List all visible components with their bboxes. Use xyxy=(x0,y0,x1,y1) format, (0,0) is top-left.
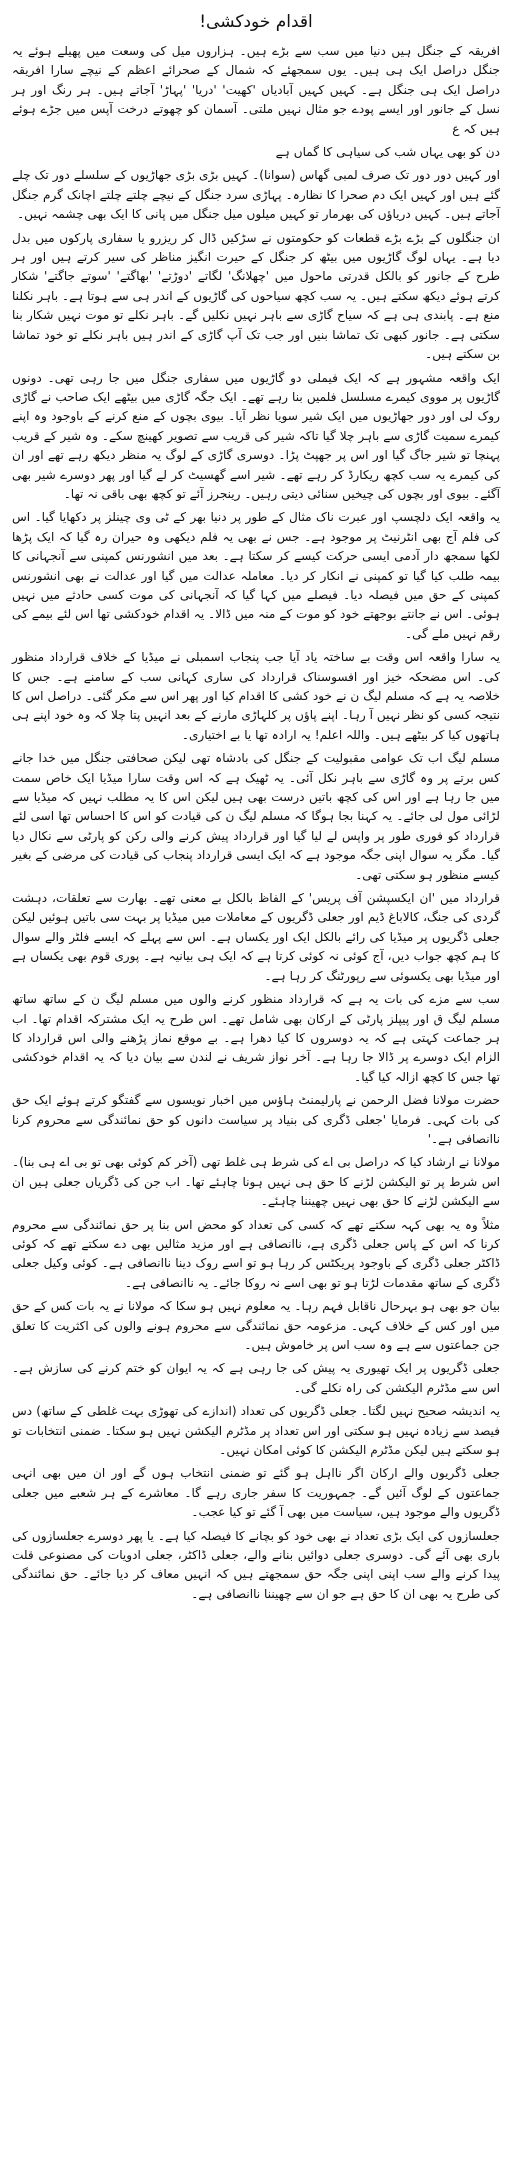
article-paragraph: دن کو بھی یہاں شب کی سیاہی کا گماں ہے xyxy=(275,145,500,160)
article-paragraph: افریقہ کے جنگل ہیں دنیا میں سب سے بڑے ہیں۔ ہزاروں میل کی وسعت میں پھیلے ہوئے یہ جنگل دراصل ایک ہی ہیں۔ یوں سمجھئے کہ شمال کے صحرائے اعظم کے نیچے سارا افریقہ دراصل ایک ہی جنگل ہے۔ کہیں کہیں آبادیاں 'کھیت' 'دریا' 'پہاڑ' آجاتے ہیں۔ ہر رنگ اور ہر نسل کے جانور اور ایسے پودے جو مثال نہیں ملتی۔ آسمان کو چھوتے درخت آپس میں جڑے ہوئے ہیں کہ ع xyxy=(12,44,500,136)
article-paragraph: جعلی ڈگریوں والے ارکان اگر نااہل ہو گئے تو ضمنی انتخاب ہوں گے اور ان میں بھی انہی جماعتوں کے لوگ آئیں گے۔ جمہوریت کا سفر جاری رہے گا۔ معاشرے کے ہر شعبے میں جعلی ڈگریوں والے موجود ہیں، سیاست میں بھی آ گئے تو کیا عجب۔ xyxy=(12,1466,500,1520)
article-paragraph: اور کہیں دور دور تک صرف لمبی گھاس (سوانا)۔ کہیں بڑی بڑی جھاڑیوں کے سلسلے دور تک چلے گئے ہیں اور کہیں ایک دم صحرا کا نظارہ۔ پہاڑی سرد جنگل کے نیچے چلتے چلتے اچانک گرم جنگل آجاتے ہیں۔ کہیں دریاؤں کی بھرمار تو کہیں میلوں میل جنگل میں پانی کا ایک بھی چشمہ نہیں۔ xyxy=(12,168,500,222)
article-paragraph: یہ واقعہ ایک دلچسپ اور عبرت ناک مثال کے طور پر دنیا بھر کے ٹی وی چینلز پر دکھایا گیا۔ اس کی فلم آج بھی انٹرنیٹ پر موجود ہے۔ جس نے بھی یہ فلم دیکھی وہ حیران رہ گیا کہ ایک پڑھا لکھا سمجھ دار آدمی ایسی حرکت کیسے کر سکتا ہے۔ بعد میں انشورنس کمپنی سے آنجہانی کا بیمہ طلب کیا گیا تو کمپنی نے انکار کر دیا۔ معاملہ عدالت میں گیا اور عدالت نے بھی انشورنس کمپنی کے حق میں فیصلہ دیا۔ فیصلے میں کہا گیا کہ آنجہانی کی موت کسی حادثے میں نہیں ہوئی۔ اس نے جانتے بوجھتے خود کو موت کے منہ میں ڈالا۔ یہ اقدام خودکشی تھا اس لئے بیمے کی رقم نہیں ملے گی۔ xyxy=(12,510,500,641)
article-paragraph: یہ اندیشہ صحیح نہیں لگتا۔ جعلی ڈگریوں کی تعداد (اندازے کی تھوڑی بہت غلطی کے ساتھ) دس فیصد سے زیادہ نہیں ہو سکتی اور اس تعداد پر مڈٹرم الیکشن نہیں ہو سکتا۔ ضمنی انتخابات تو ہو سکتے ہیں لیکن مڈٹرم الیکشن کا کوئی امکان نہیں۔ xyxy=(12,1404,500,1458)
article-paragraph: مسلم لیگ اب تک عوامی مقبولیت کے جنگل کی بادشاہ تھی لیکن صحافتی جنگل میں خدا جانے کس برتے پر وہ گاڑی سے باہر نکل آئی۔ یہ ٹھیک ہے کہ اس وقت سارا میڈیا ایک خاص سمت میں جا رہا ہے اور اس کی کچھ باتیں درست بھی ہیں لیکن اس کا یہ مطلب نہیں کہ میڈیا سے لڑائی مول لی جائے۔ یہ کہنا بجا ہوگا کہ مسلم لیگ ن کی قیادت کو اس کا احساس تھا اسی لئے قرارداد کو فوری طور پر واپس لے لیا گیا اور قرارداد پیش کرنے والی رکن کو پارٹی سے نکال دیا گیا۔ مگر یہ سوال اپنی جگہ موجود ہے کہ ایک ایسی قرارداد پنجاب کی قیادت کی مرضی کے بغیر کیسے منظور ہو سکتی تھی۔ xyxy=(12,751,500,882)
article-paragraph: مثلاً وہ یہ بھی کہہ سکتے تھے کہ کسی کی تعداد کو محض اس بنا پر حق نمائندگی سے محروم کرنا کہ اس کے پاس جعلی ڈگری ہے، ناانصافی ہے اور مزید مثالیں بھی دے سکتے تھے کہ کوئی ڈاکٹر جعلی ڈگری کے باوجود پریکٹس کر رہا ہو تو اسے روک دینا ناانصافی ہے۔ کوئی وکیل جعلی ڈگری کے ساتھ مقدمات لڑتا ہو تو بھی اسے نہ روکا جائے۔ یہ ناانصافی ہے۔ xyxy=(12,1217,500,1290)
article-paragraph: سب سے مزے کی بات یہ ہے کہ قرارداد منظور کرنے والوں میں مسلم لیگ ن کے ساتھ ساتھ مسلم لیگ ق اور پیپلز پارٹی کے ارکان بھی شامل تھے۔ اس طرح یہ ایک مشترکہ اقدام تھا۔ اب ہر جماعت کہتی ہے کہ یہ دوسروں کا کیا دھرا ہے۔ بے موقع نماز پڑھنے والی اس قرارداد کا الزام ایک دوسرے پر ڈالا جا رہا ہے۔ آخر نواز شریف نے لندن سے بیان دیا کہ یہ اقدام خودکشی تھا جس کا کچھ ازالہ کیا گیا۔ xyxy=(12,992,501,1084)
article-paragraph: بیان جو بھی ہو بہرحال ناقابل فہم رہا۔ یہ معلوم نہیں ہو سکا کہ مولانا نے یہ بات کس کے حق میں اور کس کے خلاف کہی۔ مزعومہ حق نمائندگی سے محروم ہونے والوں کی اکثریت کا تعلق جن جماعتوں سے ہے وہ سب اس پر خاموش ہیں۔ xyxy=(12,1299,500,1352)
article-paragraph: یہ سارا واقعہ اس وقت بے ساختہ یاد آیا جب پنجاب اسمبلی نے میڈیا کے خلاف قرارداد منظور کی۔ اس مضحکہ خیز اور افسوسناک قرارداد کی ساری کہانی سب کے سامنے ہے۔ جس کا خلاصہ یہ ہے کہ مسلم لیگ ن نے خود کشی کا اقدام کیا اور پھر اس سے مکر گئی۔ دراصل اس کا نتیجہ کسی کو نظر نہیں آ رہا۔ اپنے پاؤں پر کلہاڑی مارنے کے بعد انہیں پتا چلا کہ وہ خود اپنے ہی ہاتھوں کیا کر بیٹھے ہیں۔ واللہ اعلم! یہ ارادہ تھا یا بے اختیاری۔ xyxy=(12,650,500,742)
article-title: اقدام خودکشی! xyxy=(199,12,313,32)
article-paragraph: حضرت مولانا فضل الرحمن نے پارلیمنٹ ہاؤس میں اخبار نویسوں سے گفتگو کرتے ہوئے ایک حق کی بات کہی۔ فرمایا 'جعلی ڈگری کی بنیاد پر سیاست دانوں کو حق نمائندگی سے محروم کرنا ناانصافی ہے۔' xyxy=(12,1093,500,1146)
article-paragraph: جعلسازوں کی ایک بڑی تعداد نے بھی خود کو بچانے کا فیصلہ کیا ہے۔ یا پھر دوسرے جعلسازوں کی باری بھی آئے گی۔ دوسری جعلی دوائیں بنانے والے، جعلی ڈاکٹر، جعلی ادویات کی مصنوعی قلت پیدا کرنے والے سب اپنی اپنی جگہ حق سمجھتے ہیں کہ انہیں معاف کر دیا جائے۔ حق نمائندگی کی طرح یہ بھی ان کا حق ہے جو ان سے چھیننا ناانصافی ہے۔ xyxy=(12,1528,500,1601)
article-body xyxy=(12,42,500,1604)
article-paragraph: ایک واقعہ مشہور ہے کہ ایک فیملی دو گاڑیوں میں سفاری جنگل میں جا رہی تھی۔ دونوں گاڑیوں پر مووی کیمرے مسلسل فلمیں بنا رہے تھے۔ ایک جگہ گاڑی میں بیٹھے ایک صاحب نے گاڑی روک لی اور دور جھاڑیوں میں ایک شیر سویا نظر آیا۔ بیوی بچوں کے منع کرنے کے باوجود وہ اپنے کیمرے سمیت گاڑی سے باہر چلا گیا تاکہ شیر کی قریب سے تصویر کھینچ سکے۔ وہ شیر کے قریب پہنچا تو شیر جاگ گیا اور اس پر جھپٹ پڑا۔ دوسری گاڑی کے لوگ یہ منظر دیکھ رہے تھے اور ان کی کیمرے یہ سب کچھ ریکارڈ کر رہے تھے۔ شیر اسے گھسیٹ کر لے گیا اور پھر دوسرے شیر بھی آگئے۔ بیوی اور بچوں کی چیخیں سنائی دیتی رہیں۔ رینجرز آئے تو کچھ بھی باقی نہ تھا۔ xyxy=(12,370,500,501)
article-paragraph: مولانا نے ارشاد کیا کہ دراصل بی اے کی شرط ہی غلط تھی (آخر کم کوئی بھی تو بی اے ہی بنا)۔ اس شرط پر تو الیکشن لڑنے کا حق ہی نہیں ہونا چاہئے تھا۔ اب جن کی ڈگریاں جعلی ہیں ان سے الیکشن لڑنے کا حق بھی نہیں چھیننا چاہئے۔ xyxy=(12,1155,500,1209)
article-paragraph: ان جنگلوں کے بڑے بڑے قطعات کو حکومتوں نے سڑکیں ڈال کر ریزرو یا سفاری پارکوں میں بدل دیا ہے۔ یہاں لوگ گاڑیوں میں بیٹھ کر جنگل کے حیرت انگیز مناظر کی سیر کرتے ہیں اور ہر طرح کے جانور کو بالکل قدرتی ماحول میں 'چھلانگ' لگاتے 'دوڑتے' 'بھاگتے' 'سوتے جاگتے' شکار کرتے ہوئے دیکھ سکتے ہیں۔ یہ سب کچھ سیاحوں کی گاڑیوں کے اندر ہی سے ہوتا ہے۔ باہر نکلنا منع ہے۔ پابندی ہی ہے کہ سیاح گاڑی سے باہر نہیں نکلیں گے۔ باہر نکلے تو موت نہیں شکار بنا سکتی ہے۔ جانور کبھی تک تماشا بنیں اور جب تک آپ گاڑی کے اندر ہیں باہر نکلے تو خود تماشا بن سکتے ہیں۔ xyxy=(12,230,500,362)
article-paragraph: قرارداد میں 'ان ایکسپشن آف پریس' کے الفاظ بالکل بے معنی تھے۔ بھارت سے تعلقات، دہشت گردی کی جنگ، کالاباغ ڈیم اور جعلی ڈگریوں کے معاملات میں میڈیا پر بہت سی باتیں ہوئیں لیکن جعلی ڈگریوں پر میڈیا کی رائے بالکل ایک اور یکساں ہے۔ اس سے پہلے کہ ایسے فلٹر والے سوال کا ہم کچھ جواب دیں، آج کوئی نہ کوئی کرتا ہے کہ ایک ہی بیانیہ ہے۔ پوری قوم بھی یکساں ہے اور میڈیا بھی یکسوئی سے رپورٹنگ کر رہا ہے۔ xyxy=(12,891,500,983)
article-paragraph: جعلی ڈگریوں پر ایک تھیوری یہ پیش کی جا رہی ہے کہ یہ ایوان کو ختم کرنے کی سازش ہے۔ اس سے مڈٹرم الیکشن کی راہ نکلے گی۔ xyxy=(12,1361,500,1395)
